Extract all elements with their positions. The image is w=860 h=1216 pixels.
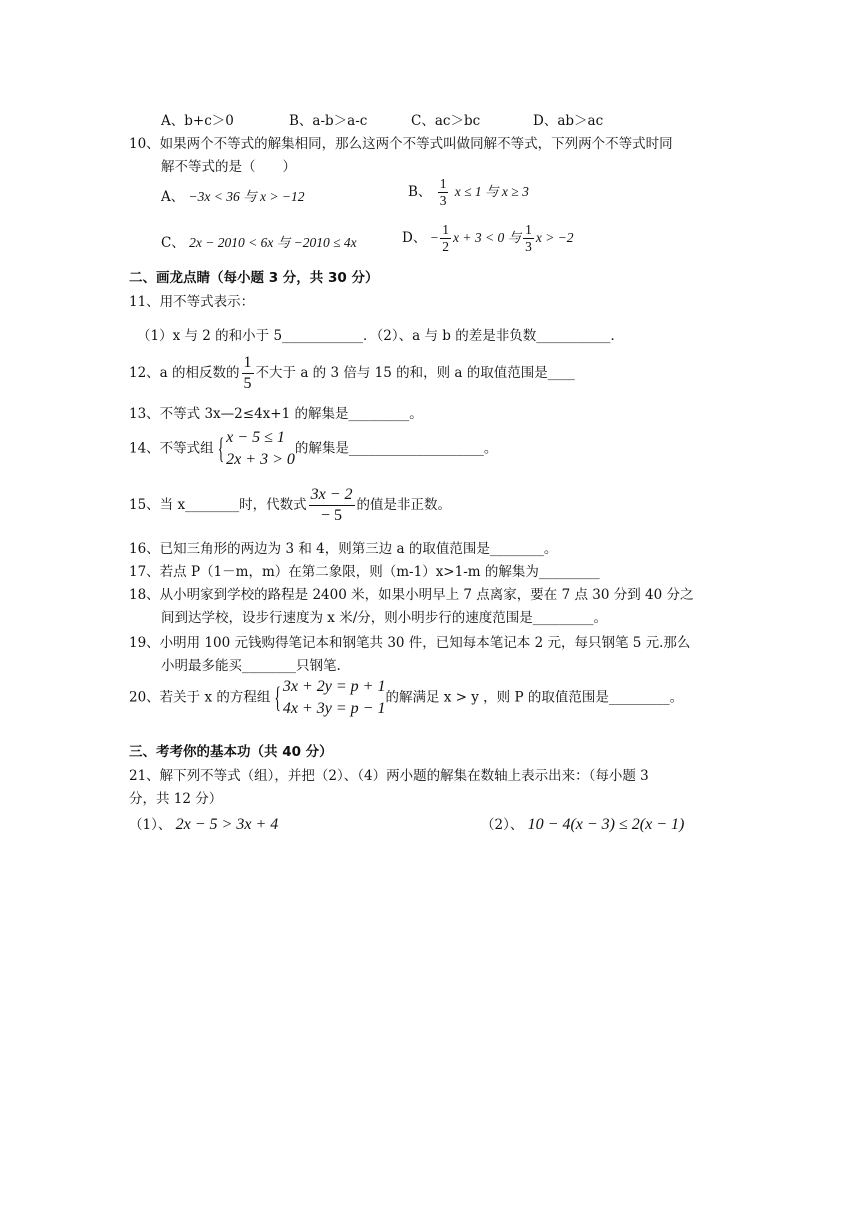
q10-option-b-fraction: $\frac{1}{3}$: [439, 176, 447, 208]
q21-part-2-label: （2）、: [481, 817, 524, 833]
q19-line2: 小明最多能买________只钢笔.: [161, 658, 341, 674]
q15: [129, 485, 451, 526]
q18-line2: 间到达学校，设步行速度为 x 米/分，则小明步行的速度范围是_________。: [161, 610, 607, 626]
q10-option-c-label: C、: [161, 235, 185, 251]
q9-option-b: B、a-b＞a-c: [289, 113, 368, 129]
q12: [129, 353, 575, 394]
q21-line1: 21、解下列不等式（组），并把（2）、（4）两小题的解集在数轴上表示出来：（每小题 3: [129, 768, 649, 784]
q20: [129, 676, 683, 720]
q9-option-d: D、ab＞ac: [533, 113, 604, 129]
left-brace-icon: {: [274, 680, 281, 714]
q10-option-c-expr: 2x − 2010 < 6x 与 −2010 ≤ 4x: [189, 235, 357, 250]
q20-pre: 20、若关于 x 的方程组: [129, 689, 271, 706]
q15-pre: 15、当 x________时，代数式: [129, 497, 307, 513]
q11-parts: （1）x 与 2 的和小于 5____________．（2）、a 与 b 的差是非负数___________．: [137, 328, 624, 344]
q10-option-a-label: A、: [161, 189, 185, 205]
q21-part-1-expr: 2x − 5 > 3x + 4: [175, 816, 279, 833]
q20-system: 3x + 2y = p + 1 4x + 3y = p − 1: [282, 678, 386, 717]
q9-option-c: C、ac＞bc: [411, 113, 481, 129]
q9-option-a: A、b+c＞0: [161, 113, 234, 129]
q10-stem-line1: 10、如果两个不等式的解集相同，那么这两个不等式叫做同解不等式，下列两个不等式时同: [129, 136, 673, 152]
section-2-heading: 二、画龙点睛（每小题 3 分，共 30 分）: [129, 270, 379, 286]
q11-stem: 11、用不等式表示：: [129, 294, 255, 310]
q15-post: 的值是非正数。: [356, 497, 451, 513]
q10-option-c: [161, 231, 357, 251]
q10-option-b-expr: x ≤ 1 与 x ≥ 3: [454, 184, 529, 199]
q10-option-a: [161, 185, 304, 205]
q10-option-d-label: D、: [402, 230, 427, 246]
q12-pre: 12、a 的相反数的: [129, 365, 240, 381]
left-brace-icon: {: [217, 431, 225, 465]
q13: 13、不等式 3x—2≤4x+1 的解集是_________。: [129, 406, 423, 422]
q10-option-b: [408, 176, 529, 209]
q21-part-2: [481, 813, 684, 834]
q14: [129, 427, 497, 471]
q10-option-b-label: B、: [408, 184, 432, 200]
q18-line1: 18、从小明家到学校的路程是 2400 米，如果小明早上 7 点离家，要在 7 点 30 分到 40 分之: [129, 587, 694, 603]
q21-part-2-expr: 10 − 4(x − 3) ≤ 2(x − 1): [527, 816, 685, 833]
q21-line2: 分，共 12 分）: [129, 791, 223, 807]
section-3-heading: 三、考考你的基本功（共 40 分）: [129, 744, 333, 760]
q15-fraction: $\frac{3x - 2}{- 5}$: [310, 486, 353, 524]
q14-post: 的解集是____________________。: [294, 440, 498, 457]
q12-post: 不大于 a 的 3 倍与 15 的和，则 a 的取值范围是____: [255, 365, 575, 381]
q10-option-a-expr: −3x < 36 与 x > −12: [188, 189, 305, 204]
q14-system: x − 5 ≤ 1 2x + 3 > 0: [226, 429, 295, 468]
q12-fraction: $\frac{1}{5}$: [243, 354, 252, 392]
q10-option-d-fraction-2: $\frac{1}{3}$: [525, 222, 532, 254]
q21-part-1: [129, 813, 278, 834]
q20-post: 的解满足 x > y ，则 P 的取值范围是_________。: [385, 689, 684, 706]
q17: 17、若点 P（1－m，m）在第二象限，则（m-1）x>1-m 的解集为_________: [129, 564, 600, 580]
q16: 16、已知三角形的两边为 3 和 4，则第三边 a 的取值范围是________。: [129, 541, 558, 557]
q10-stem-line2: 解不等式的是（ ）: [161, 159, 296, 175]
q10-option-d-fraction-1: $\frac{1}{2}$: [442, 222, 449, 254]
q19-line1: 19、小明用 100 元钱购得笔记本和钢笔共 30 件，已知每本笔记本 2 元，每只钢笔 5 元.那么: [129, 635, 691, 651]
q21-part-1-label: （1）、: [129, 817, 172, 833]
q10-option-d: D、 − $\frac{1}{2}$ x + 3 < 0 与 $\frac{1}{3}$ x > −2: [402, 222, 574, 254]
q14-pre: 14、不等式组: [129, 440, 214, 457]
